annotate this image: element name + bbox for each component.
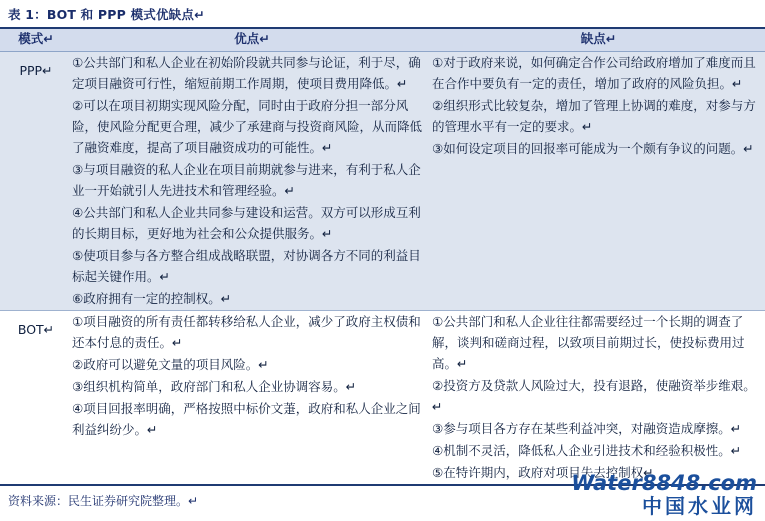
mode-label-bot: BOT↵ bbox=[0, 311, 72, 485]
column-header-mode: 模式↵ bbox=[0, 28, 72, 52]
list-item: ⑤在特许期内，政府对项目失去控制权↵ bbox=[432, 465, 654, 480]
list-item: ③与项目融资的私人企业在项目前期就参与进来，有利于私人企业一开始就引人先进技术和管理经验。↵ bbox=[72, 162, 421, 198]
page-title: 表 1：BOT 和 PPP 模式优缺点↵ bbox=[8, 7, 205, 22]
mode-label-ppp: PPP↵ bbox=[0, 52, 72, 311]
watermark-site-name-cn: 中国水业网 bbox=[642, 494, 757, 518]
list-item: ③参与项目各方存在某些利益冲突，对融资造成摩擦。↵ bbox=[432, 421, 742, 436]
comparison-table bbox=[0, 27, 765, 484]
cons-cell-ppp bbox=[432, 52, 765, 311]
list-item: ①公共部门和私人企业在初始阶段就共同参与论证，利于尽，确定项目融资可行性，缩短前期工作周期，使项目费用降低。↵ bbox=[72, 55, 421, 91]
column-header-pros: 优点↵ bbox=[72, 28, 432, 52]
list-item: ③如何设定项目的回报率可能成为一个颇有争议的问题。↵ bbox=[432, 141, 754, 156]
list-item: ①项目融资的所有责任都转移给私人企业，减少了政府主权债和还本付息的责任。↵ bbox=[72, 314, 421, 350]
pros-cell-ppp bbox=[72, 52, 432, 311]
list-item: ⑥政府拥有一定的控制权。↵ bbox=[72, 291, 232, 306]
pros-cell-bot bbox=[72, 311, 432, 485]
list-item: ②可以在项目初期实现风险分配，同时由于政府分担一部分风险，使风险分配更合理，减少了承建商与投资商风险，从而降低了融资难度，提高了项目融资成功的可能性。↵ bbox=[72, 98, 423, 155]
source-note: 资料来源：民生证券研究院整理。↵ bbox=[0, 484, 765, 509]
column-header-cons: 缺点↵ bbox=[432, 28, 765, 52]
list-item: ⑤使项目参与各方整合组成战略联盟，对协调各方不同的利益目标起关键作用。↵ bbox=[72, 248, 421, 284]
list-item: ②组织形式比较复杂，增加了管理上协调的难度，对参与方的管理水平有一定的要求。↵ bbox=[432, 98, 756, 134]
list-item: ③组织机构简单，政府部门和私人企业协调容易。↵ bbox=[72, 379, 357, 394]
list-item: ①对于政府来说，如何确定合作公司给政府增加了难度而且在合作中要负有一定的责任，增加了政府的风险负担。↵ bbox=[432, 55, 756, 91]
list-item: ②投资方及贷款人风险过大，投有退路，使融资举步维艰。↵ bbox=[432, 378, 756, 414]
table-row bbox=[0, 311, 765, 485]
list-item: ④公共部门和私人企业共同参与建设和运营。双方可以形成互利的长期目标，更好地为社会和公众提供服务。↵ bbox=[72, 205, 421, 241]
list-item: ①公共部门和私人企业往往都需要经过一个长期的调查了解，谈判和磋商过程，以致项目前期过长，使投标费用过高。↵ bbox=[432, 314, 745, 371]
watermark-site-name: Water8848.com bbox=[571, 471, 757, 495]
table-row bbox=[0, 52, 765, 311]
table-header-row bbox=[0, 28, 765, 52]
list-item: ④机制不灵活，降低私人企业引进技术和经验积极性。↵ bbox=[432, 443, 742, 458]
list-item: ④项目回报率明确，严格按照中标价文萐，政府和私人企业之间利益纠纷少。↵ bbox=[72, 401, 421, 437]
cons-cell-bot bbox=[432, 311, 765, 485]
list-item: ②政府可以避免文量的项目风险。↵ bbox=[72, 357, 269, 372]
